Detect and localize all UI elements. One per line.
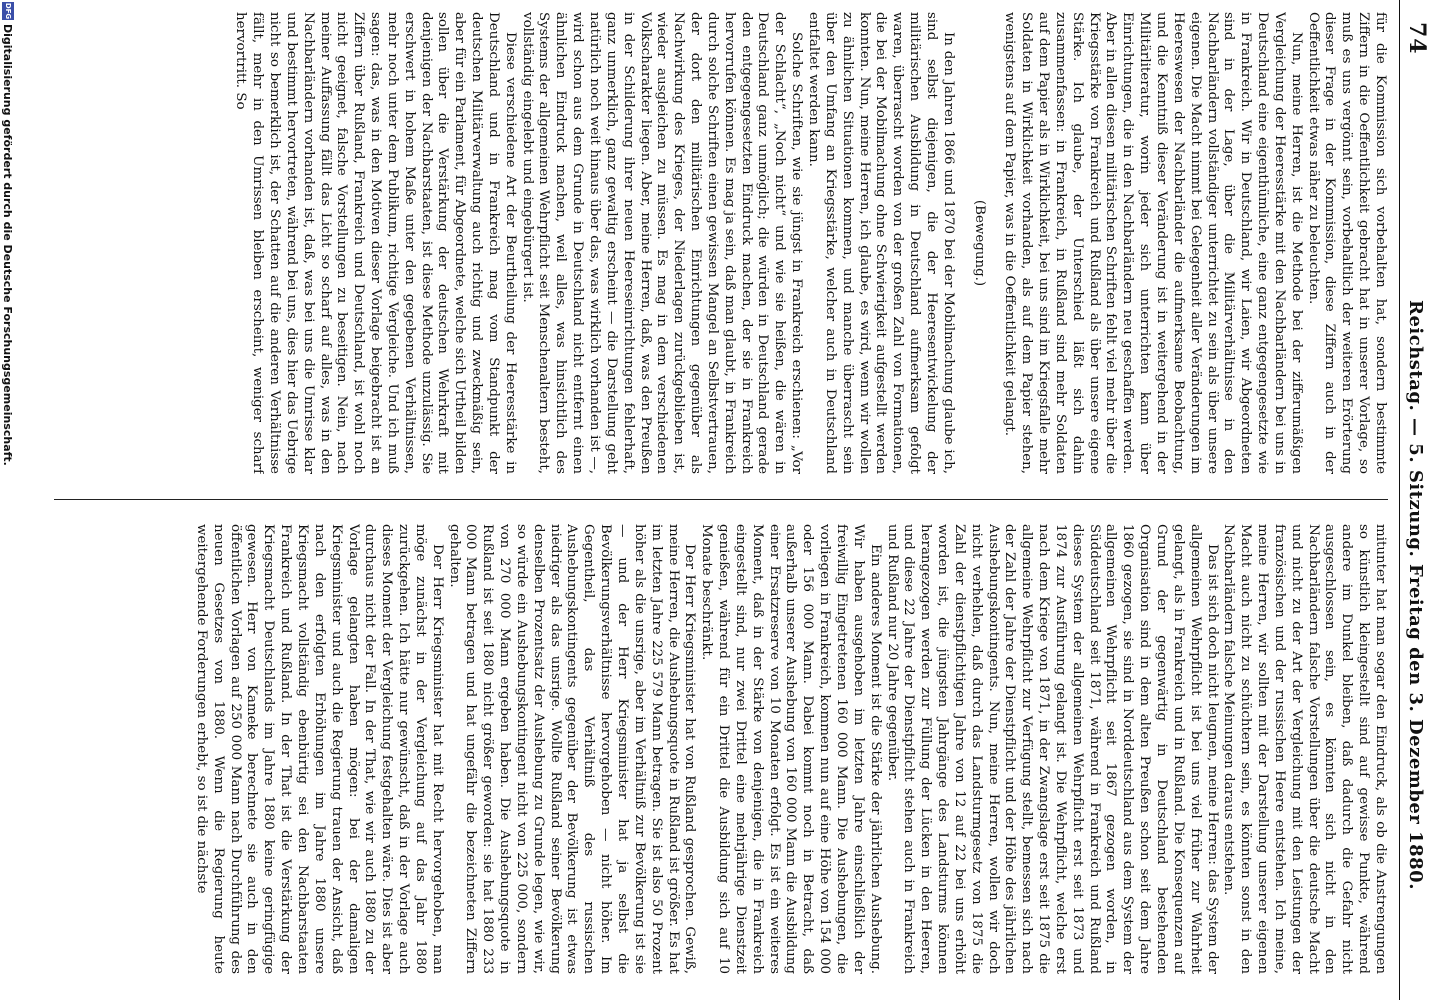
paragraph: Nun, meine Herren, ist die Methode bei der zifferumäßigen Vergleichung der Heeresstärke mit den Nachbarländern bei uns in Deutschland eine eigenthümliche, eine ganz entgegengesetzte wie in Frankreich. Wir in Deutschland, wir Laien, wir Abgeordneten sind in der Lage, über die Militärverhältnisse in den Nachbarländern vollständiger unterrichtet zu sein als über unsere eigenen. Die Macht nimmt bei Gelegenheit aller Veränderungen im Heereswesen der Nachbarländer die aufmerksame Beobachtung, und die Kenntniß dieser Veränderung ist in weitergehend in der Militärliteratur, worin jeder sich unterrichten kann über Einrichtungen, die in den Nachbarländern neu geschaffen werden. Aber in allen diesen militärischen Schriften fehlt viel mehr über die Kriegsstärke von Frankreich und Rußland als über unsere eigene Stärke. Ich glaube, der Unterschied läßt sich dahin zusammenfassen: in Frankreich, in Rußland sind mehr Soldaten auf dem Papier als in Wirklichkeit, bei uns sind im Kriegsfalle mehr Soldaten in Wirklichkeit vorhanden, als auf dem Papier stehen, wenigstens auf dem Papier, was in die Oeffentlichkeit gelangt. <box>1002 12 1304 474</box>
page-header <box>1399 0 1432 1000</box>
paragraph: mitunter hat man sogar den Eindruck, als ob die Anstrengungen so künstlich kleingestellt sind auf gewisse Punkte, während andere im Dunkel bleiben, daß dadurch die Gefahr nicht ausgeschlossen sein, es könnten sich nicht in den Nachbarländern falsche Vorstellungen über die deutsche Macht und nicht zu der Art der Vergleichung mit den Leistungen der französischen und der russischen Heere entstehen. Ich meine, meine Herren, wir sollten mit der Darstellung unserer eigenen Macht auch nicht zu schüchtern sein, es könnten sonst in den Nachbarländern falsche Meinungen daraus entstehen. <box>1221 524 1388 974</box>
digitization-credit <box>0 0 14 1000</box>
dfg-logo: DFG <box>4 2 12 20</box>
paragraph: Diese verschiedene Art der Beurtheilung der Heeresstärke in Deutschland und in Frankreich mag vom Standpunkt der deutschen Militärverwaltung auch richtig und zweckmäßig sein, aber für ein Parlament, für Abgeordnete, welche sich Urtheil bilden sollen über die Verstärkung der deutschen Wehrkraft mit denjenigen der Nachbarstaaten, ist diese Methode unzulässig. Sie erschwert in hohem Maße unter den gegebenen Verhältnissen, mehr noch unter dem Publikum, richtige Vergleiche. Und ich muß sagen: das, was in den Motiven dieser Vorlage beigebracht ist an Ziffern über Rußland, Frankreich und Deutschland, ist wohl noch nicht geeignet, falsche Vorstellungen zu beseitigen. Nein, nach meiner Auffassung fällt das Licht so scharf auf alles, was in den Nachbarländern vorhanden ist, daß, was bei uns die Umrisse klar und bestimmt hervortreten, während bei uns, dies hier das Uebrige nicht so bemerklich ist, der Schatten auf die anderen Verhältnisse fällt, mehr in den Umrissen bleiben erscheint, weniger scharf hervortritt. So <box>233 12 518 474</box>
column-divider <box>54 499 1388 500</box>
paragraph: Das ist sich doch nicht leugnen, meine Herren: das System der allgemeinen Wehrpflicht ist bei uns viel früher zur Wahrheit gelangt, als in Frankreich und in Rußland. Die Konsequenzen auf Grund der gegenwärtig in Deutschland bestehenden Organisation sind in dem alten Preußen schon seit dem Jahre 1860 gezogen, sie sind in Norddeutschland aus dem System der allgemeinen Wehrpflicht seit 1867 gezogen worden, in Süddeutschland seit 1871, während in Frankreich und Rußland dieses System der allgemeinen Wehrpflicht erst seit 1873 und 1874 zur Ausführung gelangt ist. Die Wehrpflicht, welche erst nach dem Kriege von 1871, in der Zwangslage erst seit 1875 die allgemeine Wehrpflicht zur Verfügung stellt, bemessen sich nach der Zahl der Jahre der Dienstpflicht und der Höhe des jährlichen Aushebungskontingents. Nun, meine Herren, wollen wir doch nicht verhehlen, daß durch das Landsturmgesetz von 1875 die Zahl der dienstpflichtigen Jahre von 12 auf 22 bei uns erhöht worden ist, die jüngsten Jahrgänge des Landsturms können herangezogen werden zur Füllung der Lücken in den Heeren, und diese 22 Jahre der Dienstpflicht stehen auch in Frankreich und Rußland nur 20 Jahre gegenüber. <box>884 524 1220 974</box>
running-title: Reichstag. — 5. Sitzung. Freitag den 3. Dezember 1880. <box>1405 300 1426 890</box>
left-column <box>54 12 1388 474</box>
paragraph: Der Herr Kriegsminister hat mit Recht hervorgehoben, man möge zunächst in der Vergleichung auf das Jahr 1880 zurückgehen. Ich hätte nur gewünscht, daß in der Vorlage auch dieses Moment der Vergleichung festgehalten wäre. Dies ist aber durchaus nicht der Fall. In der That, wie wir auch 1880 zu der Vorlage gelangten haben mögen: bei der damaligen Kriegsminister und auch die Regierung trauen der Ansicht, daß nach den erfolgten Erhöhungen im Jahre 1880 unsere Kriegsmacht vollständig ebenbürtig sei den Nachbarstaaten Frankreich und Rußland. In der That ist die Verstärkung der Kriegsmacht Deutschlands im Jahre 1880 keine geringfügige gewesen. Herr von Kameke berechnete sie auch in den öffentlichen Vorlagen auf 250 000 Mann nach Durchführung des neuen Gesetzes von 1880. Wenn die Regierung heute weitergehende Forderungen erhebt, so ist die nächste <box>193 524 445 974</box>
credit-text: Digitalisierung gefördert durch die Deutsche Forschungsgemeinschaft. <box>1 24 14 466</box>
paragraph: Der Herr Kriegsminister hat von Rußland gesprochen. Gewiß, meine Herren, die Aushebungsquote in Rußland ist größer. Es hat im letzten Jahre 225 579 Mann betragen. Sie ist also 50 Prozent höher als die unsrige, aber im Verhältniß zur Bevölkerung ist sie — und der Herr Kriegsminister hat ja selbst die Bevölkerungsverhältnisse hervorgehoben — nicht höher. Im Gegentheil, das Verhältniß des russischen Aushebungskontingents gegenüber der Bevölkerung ist etwas niedriger als das unsrige. Wollte Rußland seiner Bevölkerung denselben Prozentsatz der Aushebung zu Grunde legen, wie wir, so würde ein Aushebungskontingent nicht von 225 000, sondern von 270 000 Mann ergeben haben. Die Aushebungsquote in Rußland ist seit 1880 nicht größer geworden: sie hat 1880 233 000 Mann betragen und hat ungefähr die bezeichneten Ziffern gehalten. <box>446 524 698 974</box>
paragraph: In den Jahren 1866 und 1870 bei der Mobilmachung glaube ich, sind selbst diejenigen, die der Heeresentwickelung der militärischen Ausbildung in Deutschland aufmerksam gefolgt waren, überrascht worden von der großen Zahl von Formationen, die bei der Mobilmachung ohne Schwierigkeit aufgestellt werden konnten. Nun, meine Herren, ich glaube, es wird, wenn wir wollen zu ähnlichen Situationen kommen, und manche überrascht sein über den Umfang an Kriegsstärke, welcher auch in Deutschland entfaltet werden kann. <box>806 12 956 474</box>
paragraph: Ein anderes Moment ist die Stärke der jährlichen Aushebung. Wir haben ausgehoben im letzten Jahre einschließlich der freiwillig Eingetretenen 160 000 Mann. Die Aushebungen, die vorliegen in Frankreich, kommen nun auf eine Höhe von 154 000 oder 156 000 Mann. Dabei kommt noch in Betracht, daß außerhalb unserer Aushebung von 160 000 Mann die Ausbildung einer Ersatzreserve von 10 Monaten erfolgt. Es ist ein weiteres Moment, daß in der Stärke von denjenigen, die in Frankreich eingestellt sind, nur zwei Drittel eine mehrjährige Dienstzeit genießen, während für ein Drittel die Ausbildung sich auf 10 Monate beschränkt. <box>699 524 883 974</box>
page-number: 74 <box>1404 22 1430 55</box>
paragraph: Solche Schriften, wie sie jüngst in Frankreich erschienen: „Vor der Schlacht“, „Noch nicht“ und wie sie heißen, die wären in Deutschland ganz unmöglich; die würden in Deutschland gerade den entgegengesetzten Eindruck machen, der sie in Frankreich hervorrufen können. Es mag ja sein, daß man glaubt, in Frankreich durch solche Schriften einen gewissen Mangel an Selbstvertrauen, der dort den militärischen Einrichtungen gegenüber als Nachwirkung des Krieges, der Niederlagen zurückgeblieben ist, wieder ausgleichen zu müssen. Es mag in dem verschiedenen Volkscharakter liegen. Aber, meine Herren, daß, was den Preußen in der Schilderung ihrer neuen Heereseinrichtungen fehlerhaft, ganz unmerklich, ganz gewaltig erscheint — die Darstellung geht natürlich noch weit hinaus über das, was wirklich vorhanden ist —, wird schon aus dem Grunde in Deutschland nicht entfernt einen ähnlichen Eindruck machen, weil alles, was hinsichtlich des Systems der allgemeinen Wehrpflicht seit Menschenaltern besteht, vollständig eingelebt und eingebürgert ist. <box>519 12 805 474</box>
interjection: (Bewegung.) <box>971 199 987 287</box>
right-column <box>54 524 1388 974</box>
paragraph: für die Kommission sich vorbehalten hat, sondern bestimmte Ziffern in die Oeffentlichkeit gebracht hat in unserer Vorlage, so muß es uns vergönnt sein, vorbehaltlich der weiteren Erörterung dieser Frage in der Kommission, diese Ziffern auch in der Oeffentlichkeit etwas näher zu beleuchten. <box>1305 12 1388 474</box>
